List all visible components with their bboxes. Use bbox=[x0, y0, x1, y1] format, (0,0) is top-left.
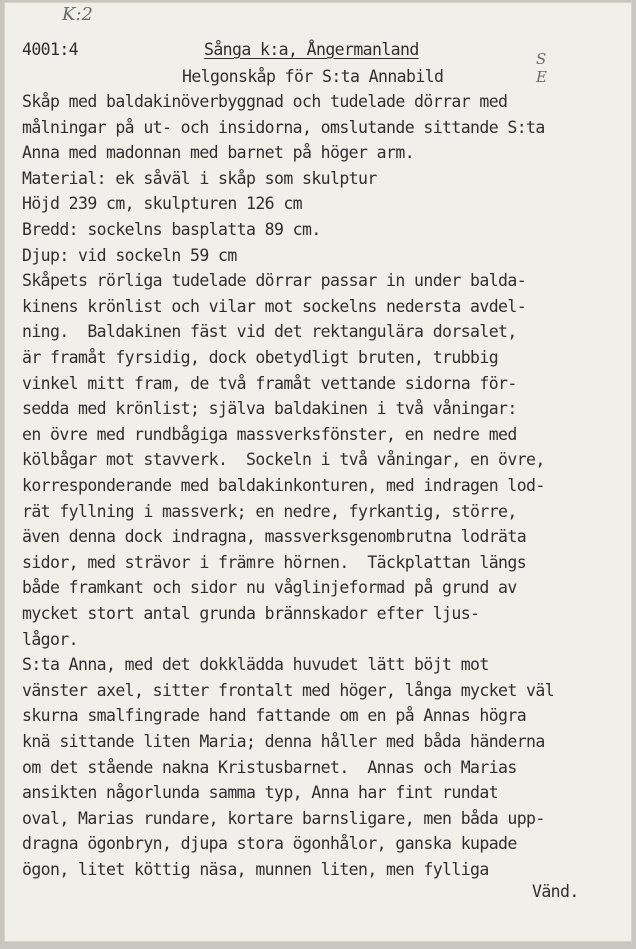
body-line: Skåpets rörliga tudelade dörrar passar in under balda- bbox=[22, 271, 527, 291]
body-line: Höjd 239 cm, skulpturen 126 cm bbox=[22, 194, 303, 214]
body-line: en övre med rundbågiga massverksfönster, en nedre med bbox=[22, 424, 517, 444]
body-line: Anna med madonnan med barnet på höger arm. bbox=[22, 143, 415, 163]
body-line: både framkant och sidor nu våglinjeformad på grund av bbox=[22, 578, 517, 598]
body-line: vänster axel, sitter frontalt med höger, långa mycket väl bbox=[22, 680, 555, 700]
body-line: ning. Baldakinen fäst vid det rektangulära dorsalet, bbox=[22, 322, 517, 342]
catalog-card bbox=[4, 2, 632, 942]
body-line: Material: ek såväl i skåp som skulptur bbox=[22, 168, 377, 188]
handwritten-annotation-top: K:2 bbox=[62, 4, 93, 25]
body-line: sidor, med strävor i främre hörnen. Täckplattan längs bbox=[22, 552, 527, 572]
body-line: sedda med krönlist; själva baldakinen i två våningar: bbox=[22, 399, 517, 419]
body-line: lågor. bbox=[22, 629, 79, 649]
body-line: är framåt fyrsidig, dock obetydligt bruten, trubbig bbox=[22, 348, 499, 367]
body-line: rät fyllning i massverk; en nedre, fyrkantig, större, bbox=[22, 501, 517, 521]
body-line: korresponderande med baldakinkonturen, med indragen lod- bbox=[22, 476, 545, 495]
turn-over-note: Vänd. bbox=[532, 882, 579, 901]
body-line: Skåp med baldakinöverbyggnad och tudelade dörrar med bbox=[22, 92, 508, 111]
body-line: dragna ögonbryn, djupa stora ögonhålor, ganska kupade bbox=[22, 834, 517, 854]
body-line: kölbågar mot stavverk. Sockeln i två våningar, en övre, bbox=[22, 450, 545, 470]
card-title: Sånga k:a, Ångermanland bbox=[204, 40, 419, 59]
body-line: mycket stort antal grunda brännskador efter ljus- bbox=[22, 604, 480, 623]
catalog-number: 4001:4 bbox=[22, 40, 79, 59]
handwritten-annotation-right: S E bbox=[536, 50, 585, 86]
body-line: ansikten någorlunda samma typ, Anna har fint rundat bbox=[22, 783, 499, 803]
body-line: knä sittande liten Maria; denna håller med båda händerna bbox=[22, 732, 545, 751]
body-line: även denna dock indragna, massverksgenombrutna lodräta bbox=[22, 527, 527, 547]
body-line: skurna smalfingrade hand fattande om en på Annas högra bbox=[22, 706, 527, 726]
body-line: vinkel mitt fram, de två framåt vettande sidorna för- bbox=[22, 373, 517, 393]
body-line: Bredd: sockelns basplatta 89 cm. bbox=[22, 220, 321, 239]
body-line: målningar på ut- och insidorna, omslutande sittande S:ta bbox=[22, 117, 545, 137]
body-line: om det stående nakna Kristusbarnet. Annas och Marias bbox=[22, 757, 517, 777]
body-line: ögon, litet köttig näsa, munnen liten, men fylliga bbox=[22, 860, 489, 879]
body-line: oval, Marias rundare, kortare barnsligare, men båda upp- bbox=[22, 808, 545, 828]
body-line: Djup: vid sockeln 59 cm bbox=[22, 245, 237, 265]
card-subtitle: Helgonskåp för S:ta Annabild bbox=[182, 67, 444, 86]
body-line: kinens krönlist och vilar mot sockelns nedersta avdel- bbox=[22, 296, 527, 316]
body-line: S:ta Anna, med det dokklädda huvudet lätt böjt mot bbox=[22, 655, 489, 675]
